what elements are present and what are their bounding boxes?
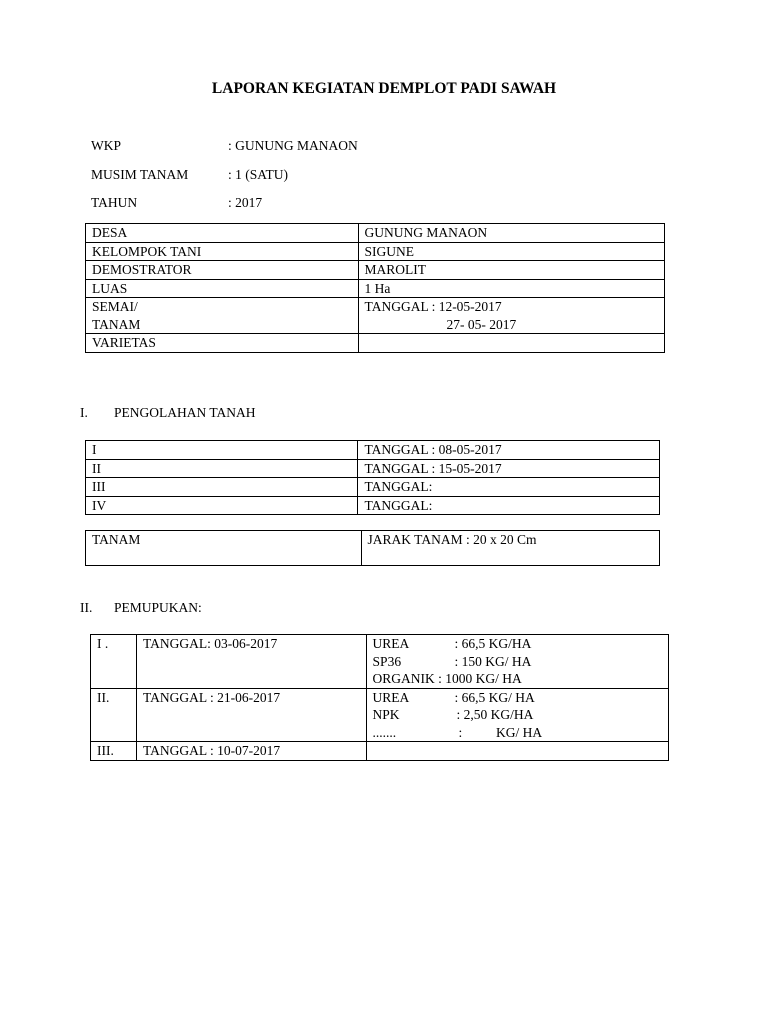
demostrator-value: MAROLIT xyxy=(358,261,664,280)
table-row xyxy=(86,496,660,515)
jarak-tanam-value: JARAK TANAM : 20 x 20 Cm xyxy=(361,531,659,566)
stage-label: IV xyxy=(86,496,358,515)
section-number: II. xyxy=(80,600,93,615)
table-row xyxy=(86,478,660,497)
semai-tanam-value xyxy=(358,298,664,334)
tanam-label: TANAM xyxy=(86,531,362,566)
stage-label: III xyxy=(86,478,358,497)
stage-label: I xyxy=(86,441,358,460)
semai-tanam-label xyxy=(86,298,359,334)
desa-value: GUNUNG MANAON xyxy=(358,224,664,243)
fertilizing-date: TANGGAL: 03-06-2017 xyxy=(136,635,366,689)
desa-label: DESA xyxy=(86,224,359,243)
stage-date: TANGGAL: xyxy=(358,478,660,497)
fertilizer-item: ....... : KG/ HA xyxy=(372,724,543,740)
tahun-label: TAHUN xyxy=(91,195,138,210)
fertilizer-item: UREA : 66,5 KG/ HA xyxy=(372,689,535,705)
table-row xyxy=(86,279,665,298)
fertilizer-item: NPK : 2,50 KG/HA xyxy=(372,707,534,722)
stage-date: TANGGAL : 15-05-2017 xyxy=(358,459,660,478)
musim-tanam-value: : 1 (SATU) xyxy=(228,167,288,182)
fertilizer-list xyxy=(366,688,668,742)
wkp-value: : GUNUNG MANAON xyxy=(228,138,358,153)
table-row xyxy=(86,441,660,460)
kelompok-tani-label: KELOMPOK TANI xyxy=(86,242,359,261)
table-row xyxy=(91,742,669,761)
row-number: I . xyxy=(91,635,137,689)
kelompok-tani-value: SIGUNE xyxy=(358,242,664,261)
table-row xyxy=(86,459,660,478)
section-number: I. xyxy=(80,405,88,420)
fertilizer-list xyxy=(366,635,668,689)
tahun-value: : 2017 xyxy=(228,195,263,210)
table-row xyxy=(86,334,665,353)
fertilizer-list xyxy=(366,742,668,761)
demostrator-label: DEMOSTRATOR xyxy=(86,261,359,280)
demplot-info-table xyxy=(85,223,665,353)
fertilizing-date: TANGGAL : 10-07-2017 xyxy=(136,742,366,761)
semai-date: TANGGAL : 12-05-2017 xyxy=(364,299,502,314)
varietas-label: VARIETAS xyxy=(86,334,359,353)
section-title: PENGOLAHAN TANAH xyxy=(114,405,256,420)
varietas-value xyxy=(358,334,664,353)
fertilizing-date: TANGGAL : 21-06-2017 xyxy=(136,688,366,742)
table-row xyxy=(91,635,669,689)
table-row xyxy=(86,261,665,280)
row-number: II. xyxy=(91,688,137,742)
tanam-date: 27- 05- 2017 xyxy=(446,316,517,332)
luas-value: 1 Ha xyxy=(358,279,664,298)
fertilizer-item: ORGANIK : 1000 KG/ HA xyxy=(372,671,522,686)
row-number: III. xyxy=(91,742,137,761)
jarak-tanam-table xyxy=(85,530,660,566)
table-row xyxy=(86,298,665,334)
wkp-label: WKP xyxy=(91,138,121,153)
stage-date: TANGGAL : 08-05-2017 xyxy=(358,441,660,460)
table-row xyxy=(86,224,665,243)
table-row xyxy=(86,531,660,566)
document-title: LAPORAN KEGIATAN DEMPLOT PADI SAWAH xyxy=(211,80,557,97)
fertilizer-item: SP36 : 150 KG/ HA xyxy=(372,653,532,669)
stage-date: TANGGAL: xyxy=(358,496,660,515)
pengolahan-tanah-table xyxy=(85,440,660,515)
tanam-label: TANAM xyxy=(92,316,141,332)
semai-label: SEMAI/ xyxy=(92,299,138,314)
fertilizer-item: UREA : 66,5 KG/HA xyxy=(372,636,532,651)
section-title: PEMUPUKAN: xyxy=(114,600,202,615)
luas-label: LUAS xyxy=(86,279,359,298)
musim-tanam-label: MUSIM TANAM xyxy=(91,167,189,182)
table-row xyxy=(86,242,665,261)
stage-label: II xyxy=(86,459,358,478)
table-row xyxy=(91,688,669,742)
pemupukan-table xyxy=(90,634,669,761)
